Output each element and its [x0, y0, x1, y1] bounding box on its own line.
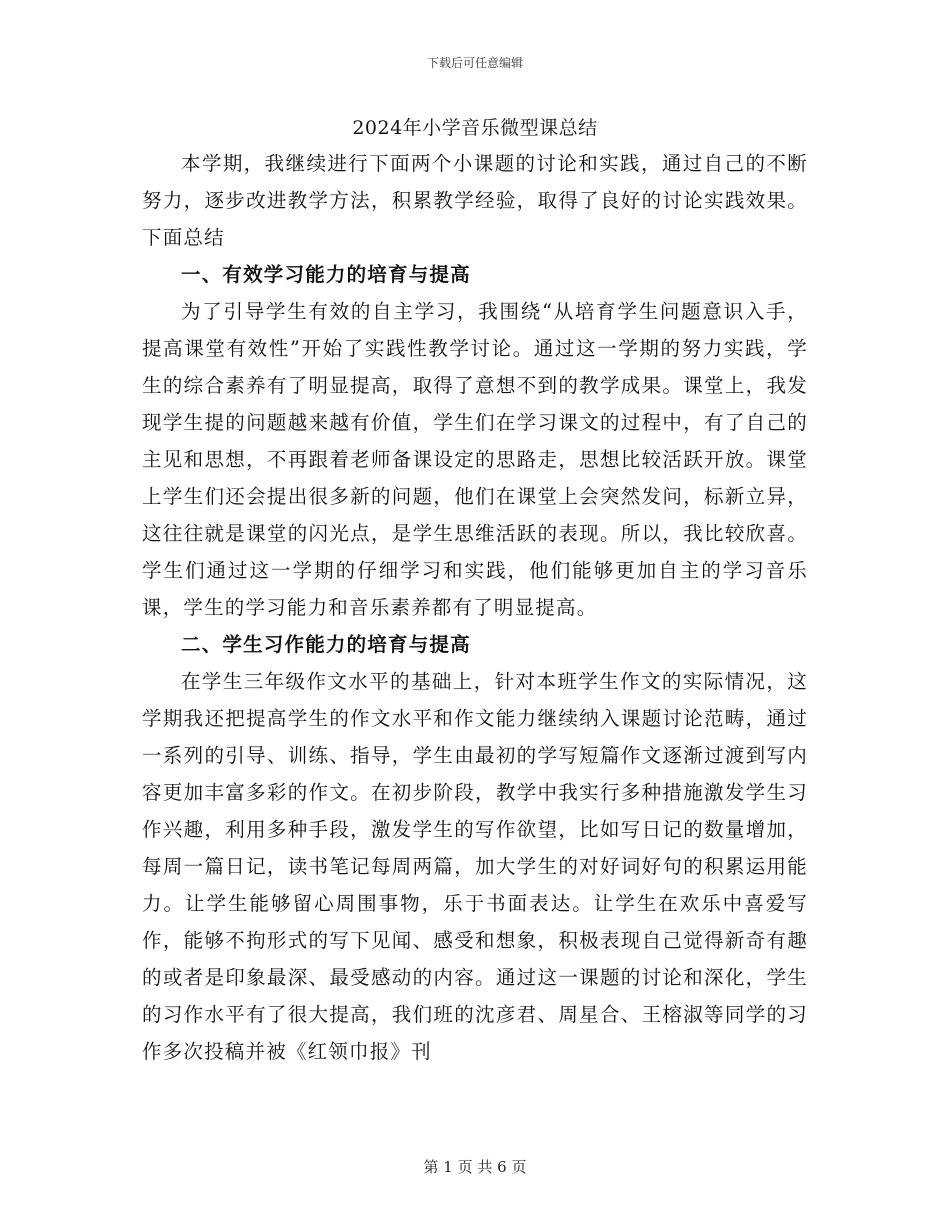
page-number-footer: 第 1 页 共 6 页: [423, 1158, 527, 1176]
document-body: [142, 113, 808, 1070]
section-heading-2: 二、学生习作能力的培育与提高: [181, 633, 471, 656]
section-body-2: 在学生三年级作文水平的基础上，针对本班学生作文的实际情况，这学期我还把提高学生的作文水平和作文能力继续纳入课题讨论范畴，通过一系列的引导、训练、指导，学生由最初的学写短篇作文逐渐过渡到写内容更加丰富多彩的作文。在初步阶段，教学中我实行多种措施激发学生习作兴趣，利用多种手段，激发学生的写作欲望，比如写日记的数量增加，每周一篇日记，读书笔记每周两篇，加大学生的对好词好句的积累运用能力。让学生能够留心周围事物，乐于书面表达。让学生在欢乐中喜爱写作，能够不拘形式的写下见闻、感受和想象，积极表现自己觉得新奇有趣的或者是印象最深、最受感动的内容。通过这一课题的讨论和深化，学生的习作水平有了很大提高，我们班的沈彦君、周星合、王榕淑等同学的习作多次投稿并被《红领巾报》刊: [142, 670, 808, 1063]
section-body-1: 为了引导学生有效的自主学习，我围绕“从培育学生问题意识入手，提高课堂有效性”开始了实践性教学讨论。通过这一学期的努力实践，学生的综合素养有了明显提高，取得了意想不到的教学成果。课堂上，我发现学生提的问题越来越有价值，学生们在学习课文的过程中，有了自己的主见和思想，不再跟着老师备课设定的思路走，思想比较活跃开放。课堂上学生们还会提出很多新的问题，他们在课堂上会突然发问，标新立异，这往往就是课堂的闪光点，是学生思维活跃的表现。所以，我比较欣喜。学生们通过这一学期的仔细学习和实践，他们能够更加自主的学习音乐课，学生的学习能力和音乐素养都有了明显提高。: [142, 300, 808, 619]
document-title: 2024年小学音乐微型课总结: [352, 117, 598, 139]
intro-paragraph: 本学期，我继续进行下面两个小课题的讨论和实践，通过自己的不断努力，逐步改进教学方法，积累教学经验，取得了良好的讨论实践效果。下面总结: [142, 152, 808, 249]
section-heading-1: 一、有效学习能力的培育与提高: [181, 263, 471, 286]
page-header-note: 下载后可任意编辑: [426, 56, 523, 70]
